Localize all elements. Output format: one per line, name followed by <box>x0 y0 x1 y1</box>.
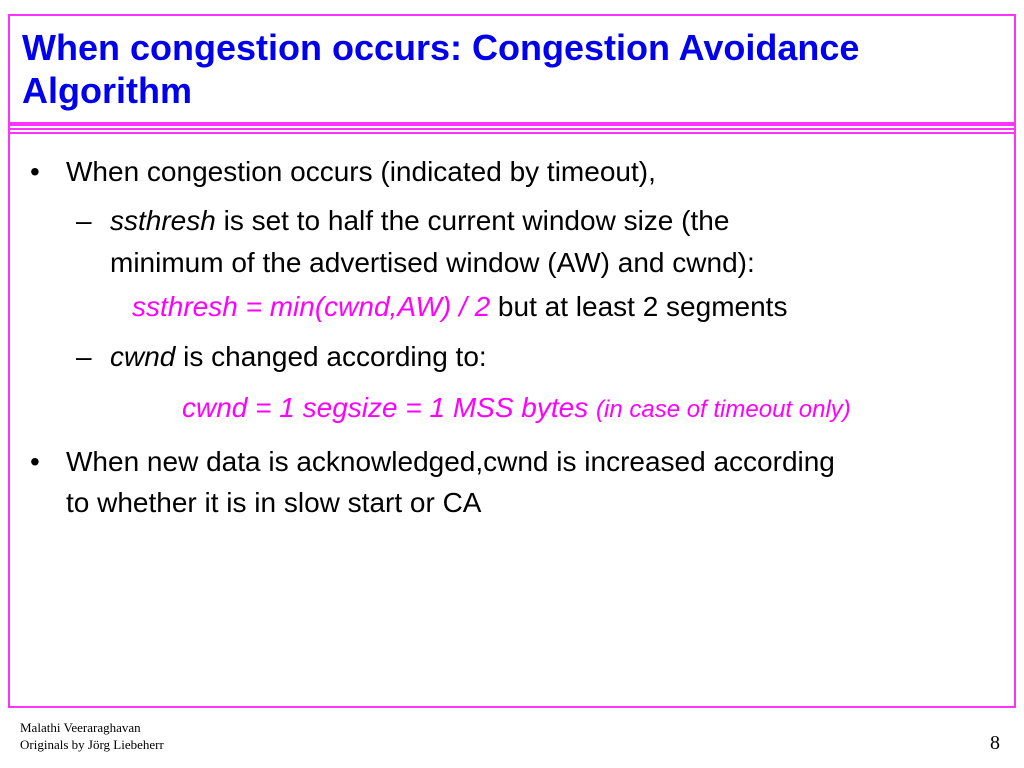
footer-credit: Originals by Jörg Liebeherr <box>20 737 164 752</box>
formula-line <box>182 388 851 430</box>
bullet-marker: • <box>30 156 40 187</box>
sub-bullet-text-continued: minimum of the advertised window (AW) and cwnd): <box>110 247 755 278</box>
formula-line <box>132 287 787 327</box>
formula-tail: but at least 2 segments <box>490 291 788 322</box>
sub-bullet-marker: – <box>76 341 92 372</box>
cwnd-term: cwnd <box>110 341 176 372</box>
page-number: 8 <box>990 732 1000 754</box>
sub-bullet-text: is changed according to: <box>175 341 487 372</box>
slide-title <box>22 26 1002 112</box>
bullet-marker: • <box>30 446 40 477</box>
footer-author: Malathi Veeraraghavan <box>20 720 141 735</box>
title-separator-3 <box>8 132 1016 134</box>
sub-bullet-line <box>110 337 487 377</box>
title-separator-1 <box>8 124 1016 126</box>
ssthresh-formula: ssthresh = min(cwnd,AW) / 2 <box>132 291 491 322</box>
formula-note: (in case of timeout only) <box>596 396 851 423</box>
bullet-text-continued: to whether it is in slow start or CA <box>66 487 482 518</box>
sub-bullet-text: is set to half the current window size (the <box>215 205 730 236</box>
cwnd-formula: cwnd = 1 segsize = 1 MSS bytes <box>182 392 589 423</box>
title-separator-2 <box>8 128 1016 130</box>
bullet-text: When new data is acknowledged,cwnd is increased according <box>66 446 835 477</box>
ssthresh-term: ssthresh <box>110 205 216 236</box>
sub-bullet-marker: – <box>76 205 92 236</box>
slide-title-line-2: Algorithm <box>22 70 192 111</box>
sub-bullet-line <box>110 201 729 241</box>
bullet-text: When congestion occurs (indicated by timeout), <box>66 156 656 187</box>
slide-title-line-1: When congestion occurs: Congestion Avoidance <box>22 27 860 68</box>
